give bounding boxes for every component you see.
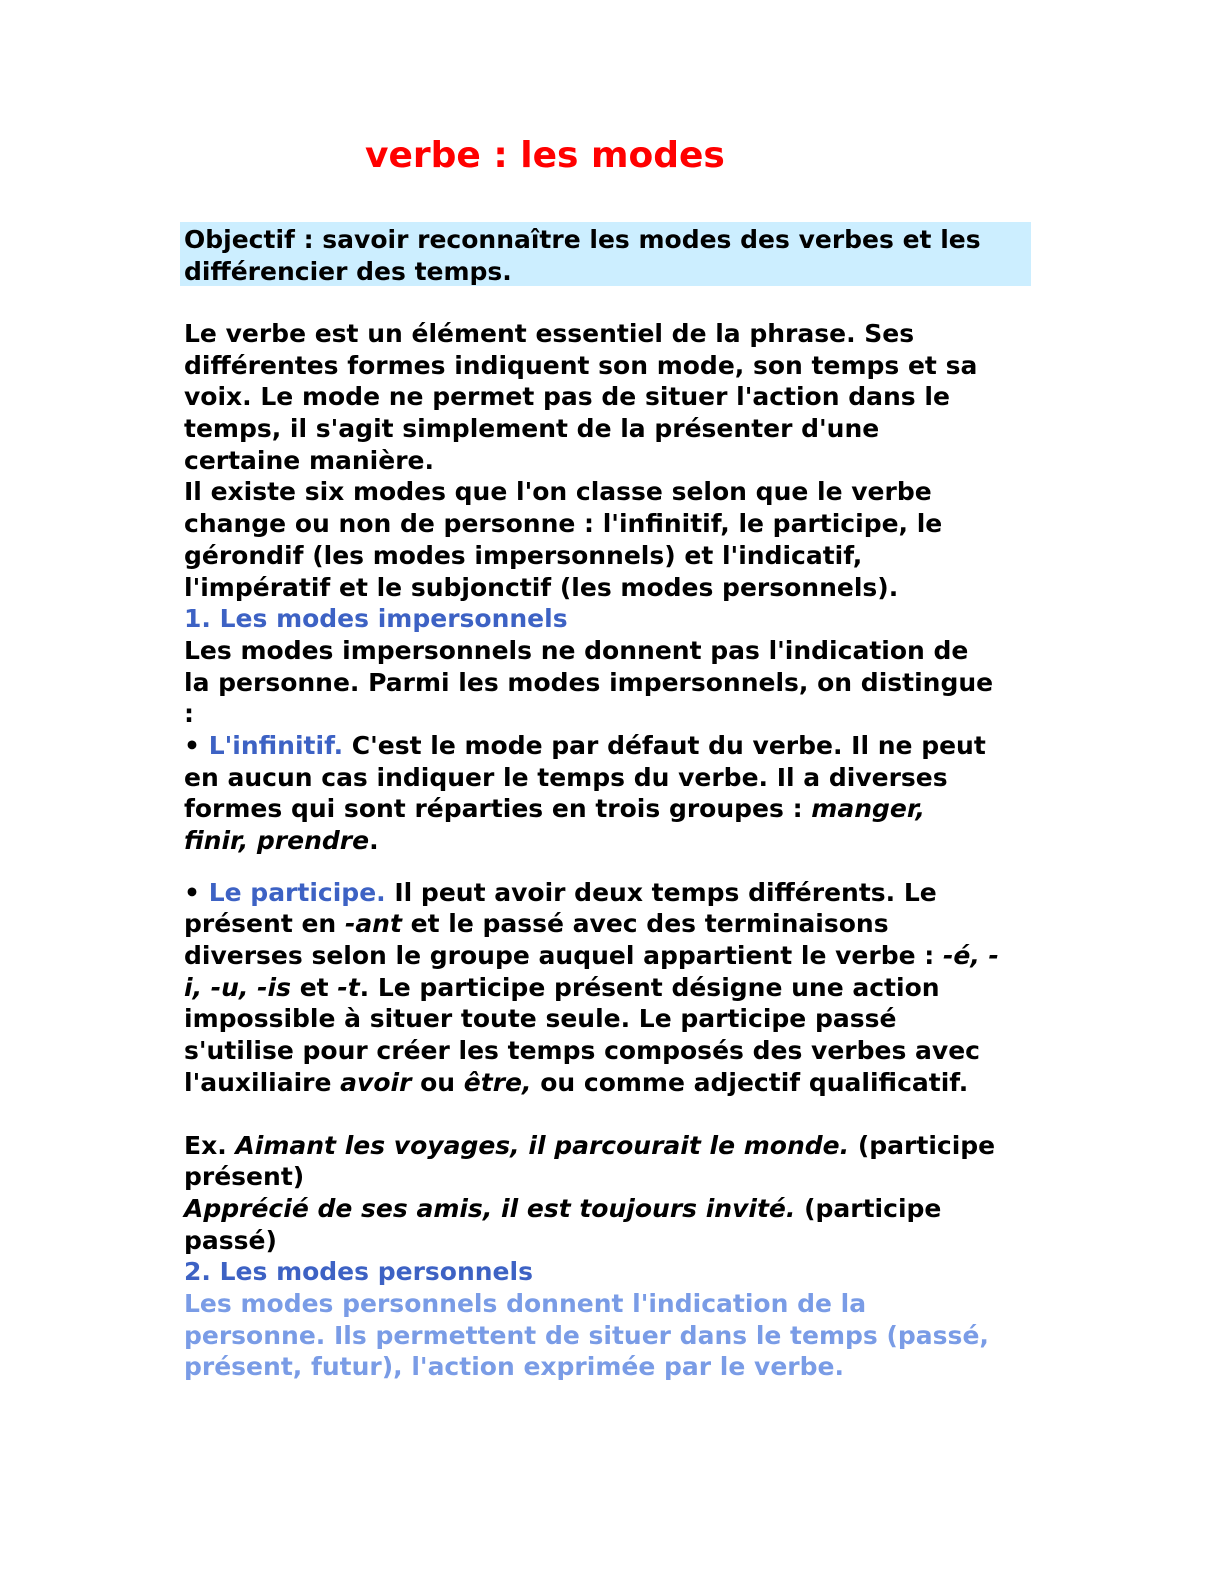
objective-line-2: différencier des temps.: [184, 256, 512, 286]
participe-label: Le participe.: [208, 877, 386, 907]
example-1-note: (participe: [849, 1130, 996, 1160]
participe-text-2b: et le passé avec des terminaisons: [401, 909, 889, 939]
example-1-sentence: Aimant les voyages, il parcourait le monde.: [235, 1130, 850, 1160]
spacer: [184, 1099, 1034, 1130]
intro-line-7: change ou non de personne : l'infinitif, le participe, le: [184, 509, 943, 539]
participe-line-6: s'utilise pour créer les temps composés des verbes avec: [184, 1036, 980, 1066]
participe-text-3a: diverses selon le groupe auquel appartient le verbe :: [184, 941, 943, 971]
section1-heading: 1. Les modes impersonnels: [184, 604, 568, 634]
example-1-line-1: [184, 1130, 1034, 1162]
section2-line-2: personne. Ils permettent de situer dans le temps (passé,: [184, 1320, 989, 1350]
infinitif-line-4: [184, 825, 1034, 857]
participe-line-7: [184, 1067, 1034, 1099]
participe-line-1: [184, 877, 1034, 909]
intro-line-1: Le verbe est un élément essentiel de la phrase. Ses: [184, 319, 915, 348]
participe-suffix-ant: -ant: [344, 909, 402, 939]
intro-line-8: gérondif (les modes impersonnels) et l'indicatif,: [184, 540, 863, 570]
section1-line-3: :: [184, 699, 194, 729]
participe-avoir: avoir: [340, 1067, 412, 1097]
spacer: [184, 857, 1034, 877]
page-title: verbe : les modes: [365, 135, 725, 176]
bullet-icon: •: [184, 730, 200, 760]
participe-etre: être,: [463, 1067, 532, 1097]
intro-line-9: l'impératif et le subjonctif (les modes personnels).: [184, 572, 899, 602]
participe-suffix-e: -é, -: [942, 941, 999, 971]
infinitif-example-1: manger,: [811, 794, 926, 824]
example-2-note: (participe: [795, 1193, 942, 1223]
infinitif-line-1: [184, 730, 1034, 762]
participe-text-7b: ou: [411, 1067, 464, 1097]
intro-line-2: différentes formes indiquent son mode, son temps et sa: [184, 350, 978, 380]
example-2-line-2: passé): [184, 1225, 277, 1255]
objective-box: [180, 222, 1031, 286]
intro-line-4: temps, il s'agit simplement de la présenter d'une: [184, 414, 880, 444]
participe-line-3: [184, 940, 1034, 972]
intro-line-5: certaine manière.: [184, 445, 434, 475]
participe-line-4: [184, 972, 1034, 1004]
example-prefix: Ex.: [184, 1130, 236, 1160]
section2-heading: 2. Les modes personnels: [184, 1257, 533, 1287]
section2-line-1: Les modes personnels donnent l'indication de la: [184, 1288, 867, 1318]
infinitif-text-4: .: [369, 826, 379, 855]
example-2-sentence: Apprécié de ses amis, il est toujours invité.: [184, 1193, 796, 1223]
body-text: [184, 318, 1034, 1383]
infinitif-line-3: [184, 793, 1034, 825]
example-2-line-1: [184, 1193, 1034, 1225]
participe-line-5: impossible à situer toute seule. Le participe passé: [184, 1004, 897, 1034]
participe-line-2: [184, 908, 1034, 940]
participe-suffix-t: -t: [337, 972, 360, 1002]
infinitif-text-3: formes qui sont réparties en trois groupes :: [184, 794, 812, 824]
participe-text-7a: l'auxiliaire: [184, 1067, 341, 1097]
participe-text-7c: ou comme adjectif qualificatif.: [531, 1067, 969, 1097]
participe-text-2a: présent en: [184, 909, 345, 939]
participe-suffixes: i, -u, -is: [184, 972, 291, 1002]
participe-text-1: Il peut avoir deux temps différents. Le: [385, 877, 937, 907]
intro-line-6: Il existe six modes que l'on classe selon que le verbe: [184, 477, 932, 507]
infinitif-text-1: C'est le mode par défaut du verbe. Il ne peut: [343, 730, 986, 760]
example-1-line-2: présent): [184, 1162, 305, 1192]
participe-text-4a: et: [290, 972, 338, 1002]
intro-line-3: voix. Le mode ne permet pas de situer l'action dans le: [184, 382, 950, 412]
infinitif-label: L'infinitif.: [208, 730, 344, 760]
section1-line-2: la personne. Parmi les modes impersonnels, on distingue: [184, 667, 994, 697]
infinitif-example-2: finir, prendre: [184, 826, 370, 855]
participe-text-4b: . Le participe présent désigne une action: [359, 972, 940, 1002]
section1-line-1: Les modes impersonnels ne donnent pas l'indication de: [184, 635, 969, 665]
infinitif-line-2: en aucun cas indiquer le temps du verbe. Il a diverses: [184, 762, 948, 792]
bullet-icon: •: [184, 877, 200, 907]
objective-line-1: Objectif : savoir reconnaître les modes des verbes et les: [184, 225, 981, 254]
section2-line-3: présent, futur), l'action exprimée par le verbe.: [184, 1352, 844, 1382]
